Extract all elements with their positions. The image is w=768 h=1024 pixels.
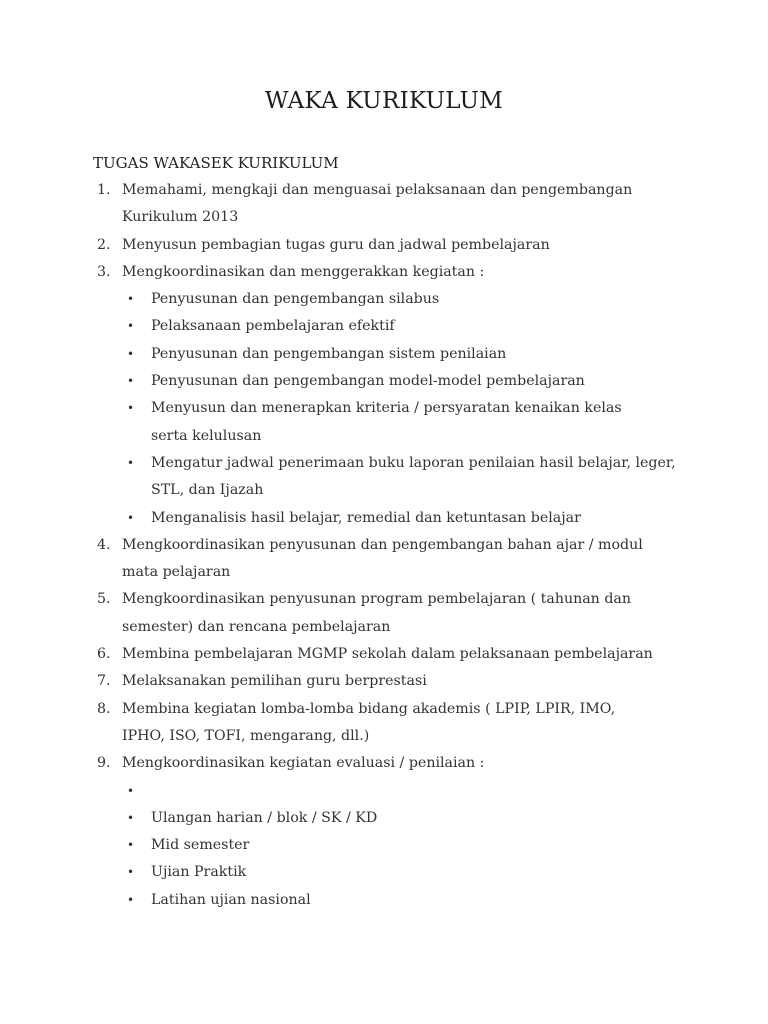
- bullet-icon: •: [127, 892, 135, 907]
- bullet-icon: •: [127, 783, 135, 798]
- sub-item-text: Mengatur jadwal penerimaan buku laporan penilaian hasil belajar, leger,: [151, 454, 676, 471]
- list-item-text: Menyusun pembagian tugas guru dan jadwal pembelajaran: [122, 236, 550, 253]
- list-item-text: Membina kegiatan lomba-lomba bidang akademis ( LPIP, LPIR, IMO,: [122, 700, 616, 717]
- list-item-text: Mengkoordinasikan kegiatan evaluasi / penilaian :: [122, 755, 485, 772]
- sub-item-line: [0, 859, 768, 886]
- sub-item-text: Ulangan harian / blok / SK / KD: [151, 809, 378, 826]
- list-item-line: [0, 614, 768, 641]
- bullet-icon: •: [127, 865, 135, 880]
- list-item-line: [0, 177, 768, 204]
- list-item-line: [0, 259, 768, 286]
- sub-item-line: [0, 887, 768, 914]
- list-item-text: Memahami, mengkaji dan menguasai pelaksanaan dan pengembangan: [122, 182, 633, 198]
- sub-item-line: [0, 450, 768, 477]
- list-item-text: semester) dan rencana pembelajaran: [122, 618, 391, 635]
- list-item-line: [0, 641, 768, 668]
- list-item-text: Mengkoordinasikan dan menggerakkan kegiatan :: [122, 263, 485, 280]
- sub-item-line: [0, 505, 768, 532]
- list-item-number: 9.: [97, 755, 111, 772]
- sub-item-line: [0, 313, 768, 340]
- sub-item-text: Mid semester: [151, 837, 250, 854]
- sub-item-line: [0, 778, 768, 805]
- list-item-text: Mengkoordinasikan penyusunan program pembelajaran ( tahunan dan: [122, 591, 632, 608]
- bullet-icon: •: [127, 510, 135, 525]
- sub-item-text: Pelaksanaan pembelajaran efektif: [151, 318, 395, 335]
- list-item-line: [0, 559, 768, 586]
- list-item-number: 8.: [97, 700, 111, 717]
- sub-item-text: Penyusunan dan pengembangan silabus: [151, 291, 440, 308]
- sub-item-line: [0, 805, 768, 832]
- bullet-icon: •: [127, 810, 135, 825]
- sub-item-text: Penyusunan dan pengembangan model-model pembelajaran: [151, 373, 585, 390]
- list-item-text: Mengkoordinasikan penyusunan dan pengembangan bahan ajar / modul: [122, 536, 643, 553]
- sub-item-text: Menganalisis hasil belajar, remedial dan ketuntasan belajar: [151, 509, 581, 526]
- list-item-text: Kurikulum 2013: [122, 209, 239, 226]
- sub-item-line: [0, 286, 768, 313]
- list-item-number: 4.: [97, 536, 111, 553]
- list-item-line: [0, 723, 768, 750]
- list-item-text: IPHO, ISO, TOFI, mengarang, dll.): [122, 727, 370, 744]
- bullet-icon: •: [127, 401, 135, 416]
- bullet-icon: •: [127, 292, 135, 307]
- list-item-text: Membina pembelajaran MGMP sekolah dalam pelaksanaan pembelajaran: [122, 646, 653, 663]
- list-item-line: [0, 696, 768, 723]
- bullet-icon: •: [127, 346, 135, 361]
- list-item-number: 3.: [97, 263, 111, 280]
- sub-item-line: [0, 341, 768, 368]
- task-list: [0, 177, 768, 914]
- sub-item-text: Penyusunan dan pengembangan sistem penilaian: [151, 345, 507, 362]
- sub-item-text: Latihan ujian nasional: [151, 891, 311, 908]
- list-item-line: [0, 750, 768, 777]
- bullet-icon: •: [127, 838, 135, 853]
- list-item-number: 1.: [97, 182, 111, 198]
- sub-item-text: serta kelulusan: [151, 427, 262, 444]
- page-title: WAKA KURIKULUM: [264, 88, 504, 114]
- list-item-line: [0, 668, 768, 695]
- sub-item-line: [0, 832, 768, 859]
- list-item-number: 2.: [97, 236, 111, 253]
- list-item-line: [0, 232, 768, 259]
- sub-item-line: [0, 395, 768, 422]
- sub-item-line: [0, 477, 768, 504]
- sub-item-text: Ujian Praktik: [151, 864, 247, 881]
- list-item-number: 7.: [97, 673, 111, 690]
- list-item-text: mata pelajaran: [122, 564, 231, 581]
- list-item-number: 6.: [97, 646, 111, 663]
- sub-item-text: STL, dan Ijazah: [151, 482, 264, 499]
- sub-item-text: Menyusun dan menerapkan kriteria / persyaratan kenaikan kelas: [151, 400, 622, 417]
- list-item-line: [0, 586, 768, 613]
- section-heading: TUGAS WAKASEK KURIKULUM: [93, 154, 339, 172]
- bullet-icon: •: [127, 319, 135, 334]
- sub-item-line: [0, 368, 768, 395]
- bullet-icon: •: [127, 455, 135, 470]
- bullet-icon: •: [127, 374, 135, 389]
- list-item-line: [0, 204, 768, 231]
- list-item-line: [0, 532, 768, 559]
- sub-item-line: [0, 423, 768, 450]
- list-item-text: Melaksanakan pemilihan guru berprestasi: [122, 673, 427, 690]
- list-item-number: 5.: [97, 591, 111, 608]
